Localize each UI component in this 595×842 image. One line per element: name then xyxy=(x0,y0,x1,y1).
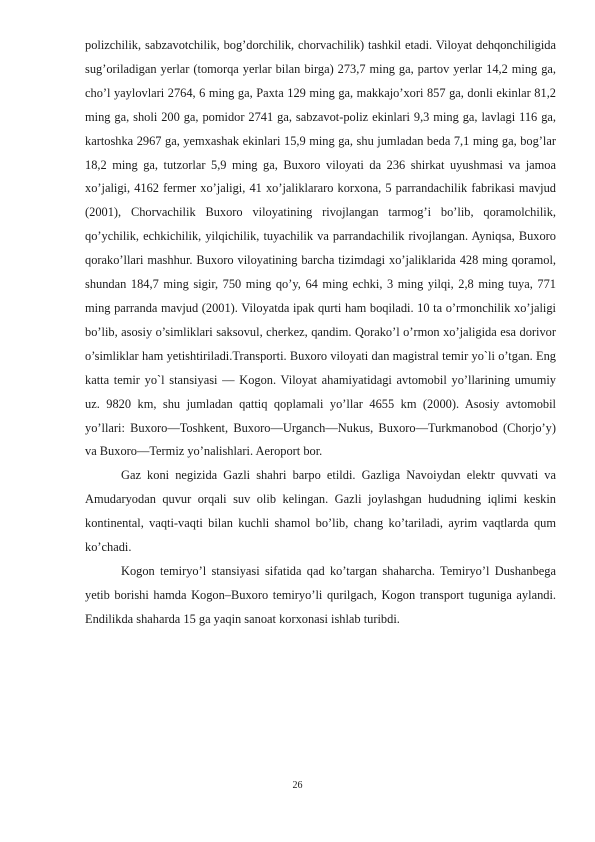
page-number: 26 xyxy=(292,780,303,791)
paragraph-gazli: Gaz koni negizida Gazli shahri barpo etildi. Gazliga Navoiydan elektr quvvati va Amudaryodan quvur orqali suv olib kelingan. Gazli joylashgan hududning iqlimi keskin kontinental, vaqti-vaqti bilan kuchli shamol bo’lib, chang ko’tariladi, ayrim vaqtlarda qum ko’chadi. xyxy=(85,468,556,555)
paragraph-kogon: Kogon temiryo’l stansiyasi sifatida qad ko’targan shaharcha. Temiryo’l Dushanbega yetib borishi hamda Kogon–Buxoro temiryo’li qurilgach, Kogon transport tuguniga aylandi. Endilikda shaharda 15 ga yaqin sanoat korxonasi ishlab turibdi. xyxy=(85,563,556,626)
paragraph-agriculture-transport: polizchilik, sabzavotchilik, bog’dorchilik, chorvachilik) tashkil etadi. Viloyat dehqonchiligida sug’oriladigan yerlar (tomorqa yerlar bilan birga) 273,7 ming ga, partov yerlar 14,2 ming ga, cho’l yaylovlari 2764, 6 ming ga, Paxta 129 ming ga, makkajo’xori 857 ga, donli ekinlar 81,2 ming ga, sholi 200 ga, pomidor 2741 ga, sabzavot-poliz ekinlari 9,3 ming ga, lavlagi 116 ga, kartoshka 2967 ga, yemxashak ekinlari 15,9 ming ga, shu jumladan beda 7,1 ming ga, bog’lar 18,2 ming ga, tutzorlar 5,9 ming ga, Buxoro viloyati da 236 shirkat uyushmasi va jamoa xo’jaligi, 4162 fermer xo’jaligi, 41 xo’jaliklararo korxona, 5 parrandachilik fabrikasi mavjud (2001), Chorvachilik Buxoro viloyatining rivojlangan tarmog’i bo’lib, qoramolchilik, qo’ychilik, echkichilik, yilqichilik, tuyachilik va parrandachilik rivojlangan. Ayniqsa, Buxoro qorako’llari mashhur. Buxoro viloyatining barcha tizimdagi xo’jaliklarida 428 ming qoramol, shundan 184,7 ming sigir, 750 ming qo’y, 64 ming echki, 3 ming yilqi, 2,8 ming tuya, 771 ming parranda mavjud (2001). Viloyatda ipak qurti ham boqiladi. 10 ta o’rmonchilik xo’jaligi bo’lib, asosiy o’simliklari saksovul, cherkez, qandim. Qorako’l o’rmon xo’jaligida esa dorivor o’simliklar ham yetishtiriladi.Transporti. Buxoro viloyati dan magistral temir yo`li o’tgan. Eng katta temir yo`l stansiyasi — Kogon. Viloyat ahamiyatidagi avtomobil yo’llarining umumiy uz. 9820 km, shu jumladan qattiq qoplamali yo’llar 4655 km (2000). Asosiy avtomobil yo’llari: Buxoro—Toshkent, Buxoro—Urganch—Nukus, Buxoro—Turkmanobod (Chorjo’y) va Buxoro—Termiz yo’nalishlari. Aeroport bor. xyxy=(85,38,556,459)
page-body xyxy=(85,34,556,632)
